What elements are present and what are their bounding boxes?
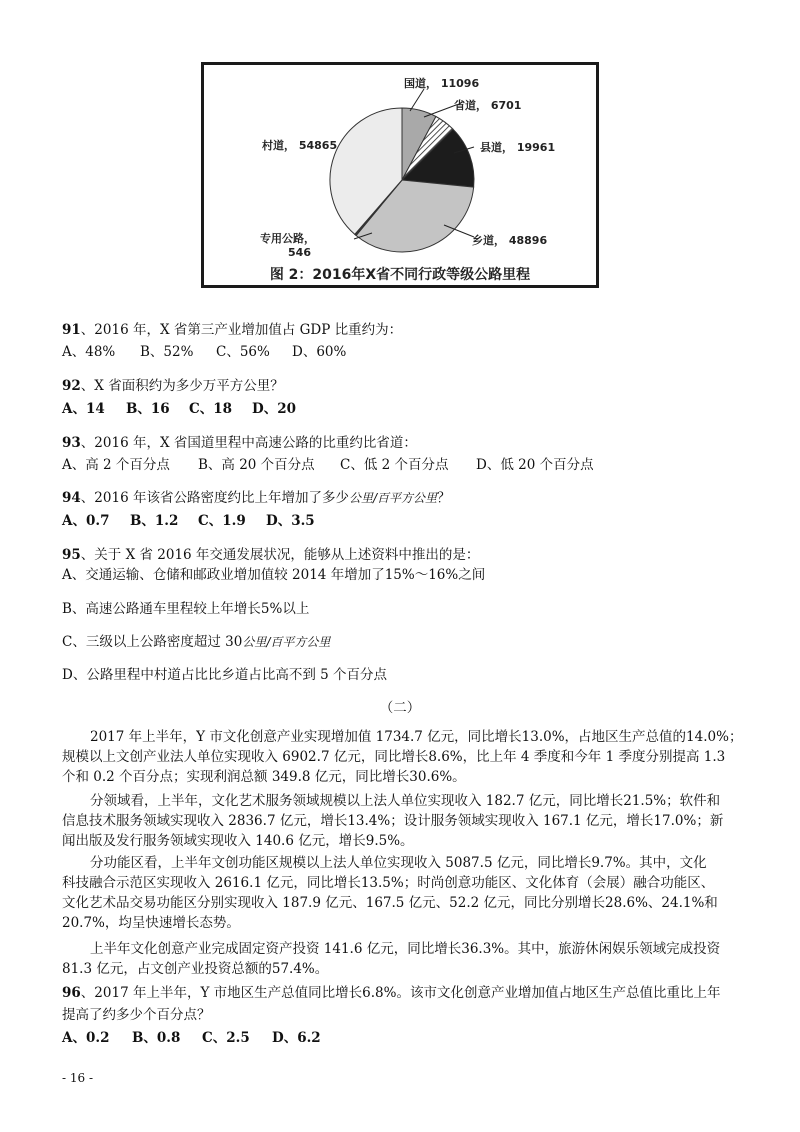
- option-a[interactable]: A、0.2: [62, 1030, 110, 1046]
- question-93: 93、2016 年，X 省国道里程中高速公路的比重约比省道：: [62, 435, 417, 451]
- option-c[interactable]: C、1.9: [198, 513, 246, 529]
- pie-label-guodao: 国道， 11096: [404, 77, 480, 90]
- option-b[interactable]: B、16: [126, 401, 170, 417]
- question-91: 91、2016 年，X 省第三产业增加值占 GDP 比重约为：: [62, 322, 403, 338]
- question-93-options: [62, 453, 594, 473]
- pie-leader-line: [410, 89, 424, 111]
- question-92: 92、X 省面积约为多少万平方公里？: [62, 378, 284, 394]
- question-92-options: [62, 397, 296, 417]
- question-96-options: [62, 1026, 321, 1046]
- option-b[interactable]: B、高 20 个百分点: [198, 457, 315, 473]
- question-95-option-a[interactable]: A、交通运输、仓储和邮政业增加值较 2014 年增加了15%～16%之间: [62, 567, 486, 583]
- question-94-options: [62, 509, 315, 529]
- question-95-option-c[interactable]: C、三级以上公路密度超过 30公里/百平方公里: [62, 634, 331, 650]
- option-d[interactable]: D、3.5: [266, 513, 315, 529]
- section-title: （二）: [379, 700, 421, 716]
- paragraph-2: 分领域看，上半年，文化艺术服务领域规模以上法人单位实现收入 182.7 亿元，同比增长21.5%；软件和 信息技术服务领域实现收入 2836.7 亿元，增长13.4%；设计服务领域实现收入 167.1 亿元，增长17.0%；新 闻出版及发行服务领域实现收入 140.6 亿元，增长9.5%。: [62, 793, 724, 849]
- pie-label-xiangdao: 乡道， 48896: [472, 234, 548, 247]
- paragraph-3: 分功能区看，上半年文创功能区规模以上法人单位实现收入 5087.5 亿元，同比增长9.7%。其中，文化 科技融合示范区实现收入 2616.1 亿元，同比增长13.5%；时尚创意功能区、文化体育（会展）融合功能区、 文化艺术品交易功能区分别实现收入 187.9 亿元、167.5 亿元、52.2 亿元，同比分别增长28.6%、24.1%和 20.7%，均呈快速增长态势。: [62, 855, 718, 931]
- pie-label-xiandao: 县道， 19961: [480, 141, 556, 154]
- question-91-options: [62, 340, 346, 360]
- question-96-line2: 提高了约多少个百分点？: [62, 1007, 211, 1023]
- figure-caption: 图 2：2016年X省不同行政等级公路里程: [269, 267, 531, 283]
- pie-label-zhuanyong: 专用公路， 546: [260, 232, 315, 259]
- option-b[interactable]: B、1.2: [130, 513, 179, 529]
- question-95-option-b[interactable]: B、高速公路通车里程较上年增长5%以上: [62, 601, 310, 617]
- pie-chart-figure: [201, 62, 599, 288]
- option-d[interactable]: D、低 20 个百分点: [476, 457, 594, 473]
- option-a[interactable]: A、0.7: [62, 513, 110, 529]
- option-d[interactable]: D、20: [252, 401, 296, 417]
- question-96: 96、2017 年上半年，Y 市地区生产总值同比增长6.8%。该市文化创意产业增加值占地区生产总值比重比上年: [62, 985, 721, 1001]
- question-94: 94、2016 年该省公路密度约比上年增加了多少公里/百平方公里？: [62, 490, 451, 506]
- option-c[interactable]: C、56%: [216, 344, 270, 360]
- option-b[interactable]: B、0.8: [132, 1030, 181, 1046]
- page-number: - 16 -: [62, 1071, 94, 1085]
- question-95: 95、关于 X 省 2016 年交通发展状况，能够从上述资料中推出的是：: [62, 547, 480, 563]
- pie-leader-line: [424, 105, 456, 117]
- option-d[interactable]: D、6.2: [272, 1030, 321, 1046]
- question-95-option-d[interactable]: D、公路里程中村道占比比乡道占比高不到 5 个百分点: [62, 667, 387, 683]
- option-c[interactable]: C、低 2 个百分点: [340, 457, 449, 473]
- pie-label-shengdao: 省道， 6701: [454, 99, 522, 112]
- option-a[interactable]: A、48%: [62, 344, 116, 360]
- option-c[interactable]: C、2.5: [202, 1030, 250, 1046]
- option-a[interactable]: A、高 2 个百分点: [62, 457, 170, 473]
- paragraph-1: 2017 年上半年，Y 市文化创意产业实现增加值 1734.7 亿元，同比增长13.0%，占地区生产总值的14.0%； 规模以上文创产业法人单位实现收入 6902.7 亿元，同比增长8.6%，比上年 4 季度和今年 1 季度分别提高 1.3 个和 0.2 个百分点；实现利润总额 349.8 亿元，同比增长30.6%。: [62, 729, 743, 785]
- option-b[interactable]: B、52%: [140, 344, 194, 360]
- paragraph-4: 上半年文化创意产业完成固定资产投资 141.6 亿元，同比增长36.3%。其中，旅游休闲娱乐领域完成投资 81.3 亿元，占文创产业投资总额的57.4%。: [62, 941, 721, 977]
- option-a[interactable]: A、14: [62, 401, 105, 417]
- option-c[interactable]: C、18: [189, 401, 233, 417]
- option-d[interactable]: D、60%: [292, 344, 347, 360]
- pie-label-cundao: 村道， 54865: [262, 139, 338, 152]
